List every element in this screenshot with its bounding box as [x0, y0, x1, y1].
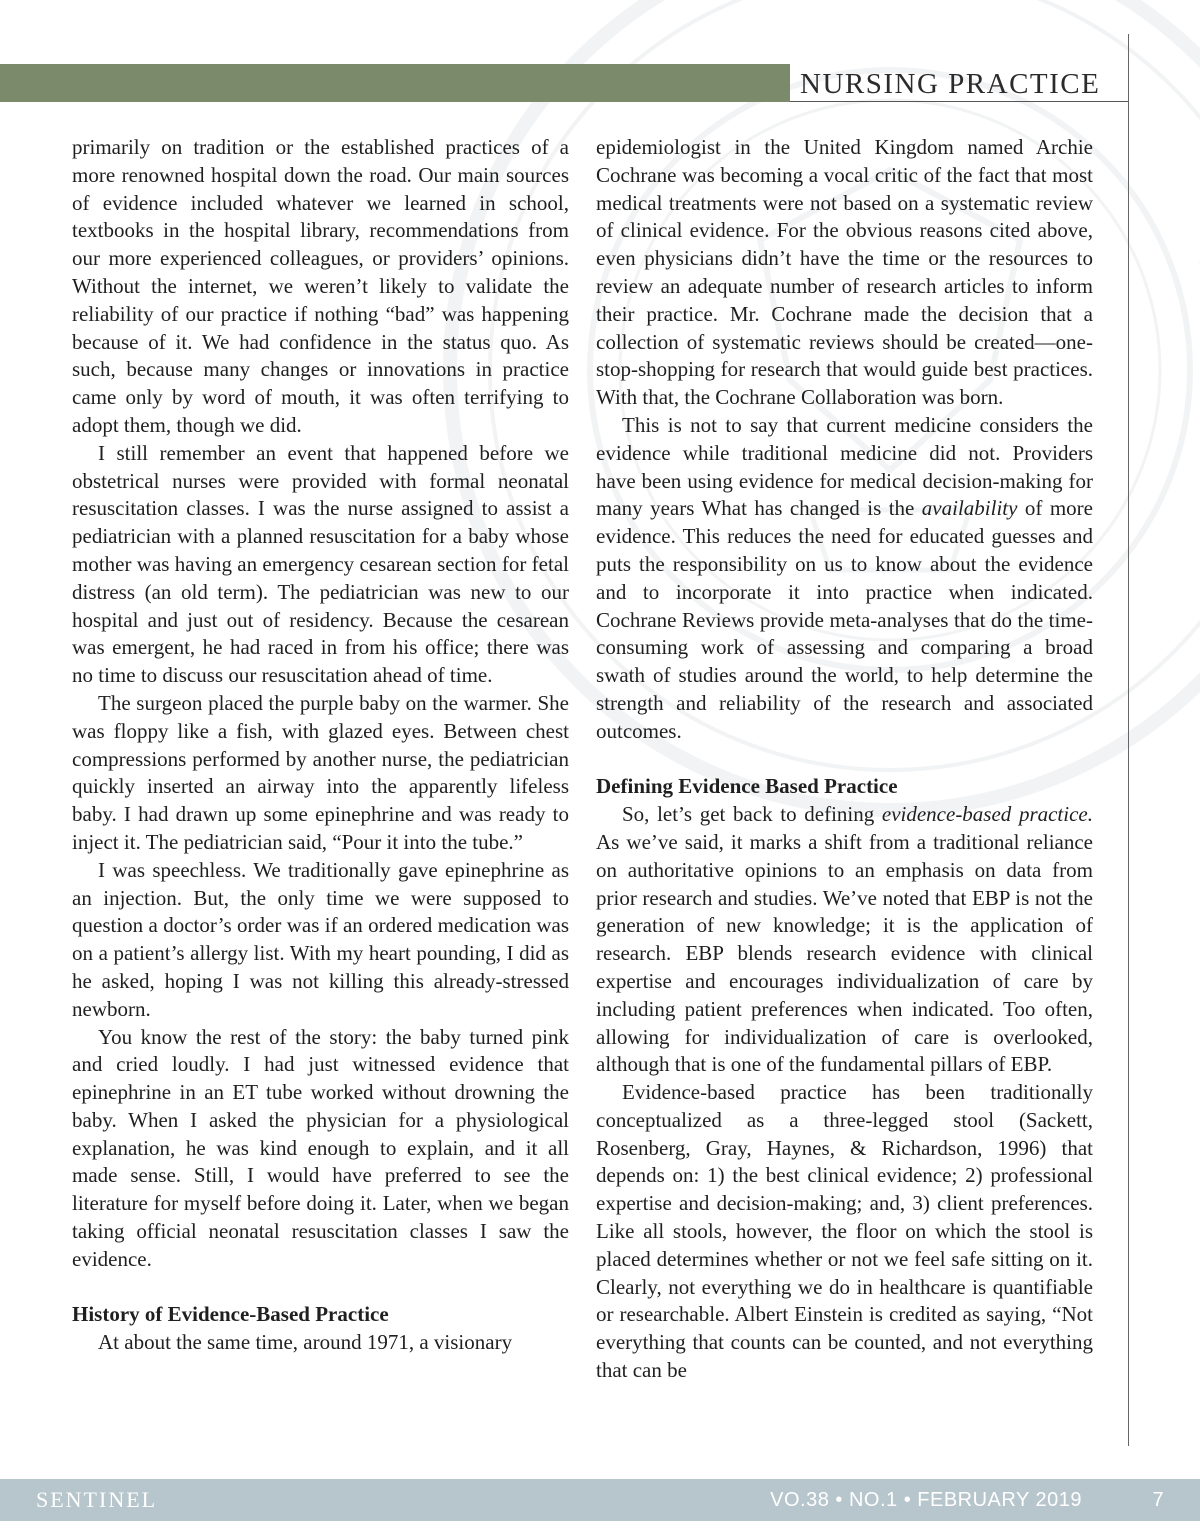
paragraph-text: As we’ve said, it marks a shift from a traditional reliance on authoritative opinions to an emphasis on data from prior research and studies. We’ve noted that EBP is not the generation of new knowledge; it is the application of research. EBP blends research evidence with clinical expertise and encourages individualization of care by including patient preferences when indicated. Too often, allowing for individualization of care is overlooked, although that is one of the fundamental pillars of EBP.	[596, 829, 1093, 1077]
paragraph: The surgeon placed the purple baby on the warmer. She was floppy like a fish, with glazed eyes. Between chest compressions performed by another nurse, the pediatrician quickly inserted an airway into the apparently lifeless baby. I had drawn up some epinephrine and was ready to inject it. The pediatrician said, “Pour it into the tube.”	[72, 690, 569, 854]
paragraph: I was speechless. We traditionally gave epinephrine as an injection. But, the only time we were supposed to question a doctor’s order was if an ordered medication was on a patient’s allergy list. With my heart pounding, I did as he asked, hoping I was not killing this already-stressed newborn.	[72, 857, 569, 1021]
paragraph	[596, 801, 1093, 1079]
paragraph-text: This is not to say that current medicine considers the evidence while traditional medicine did not. Providers have been using evidence for medical decision-making for many years What has changed is the	[596, 412, 1093, 521]
left-column	[72, 134, 569, 1357]
section-heading-history: History of Evidence-Based Practice	[72, 1302, 389, 1327]
publication-name: SENTINEL	[36, 1487, 158, 1512]
emphasis-text: evidence-based practice.	[881, 802, 1093, 827]
paragraph-text: of more evidence. This reduces the need for educated guesses and puts the responsibility on us to know about the evidence and to incorporate it into practice when indicated. Cochrane Reviews provide meta-analyses that do the time-consuming work of assessing and comparing a broad swath of studies around the world, to help determine the strength and reliability of the research and associated outcomes.	[596, 496, 1093, 743]
header-band	[0, 64, 790, 102]
paragraph: epidemiologist in the United Kingdom named Archie Cochrane was becoming a vocal critic of the fact that most medical treatments were not based on a systematic review of clinical evidence. For the obvious reasons cited above, even physicians didn’t have the time or the resources to review an adequate number of research articles to inform their practice. Mr. Cochrane made the decision that a collection of systematic reviews should be created—one-stop-shopping for research that would guide best practices. With that, the Cochrane Collaboration was born.	[596, 135, 1093, 410]
issue-info: VO.38 • NO.1 • FEBRUARY 2019	[770, 1489, 1082, 1511]
section-title: NURSING PRACTICE	[800, 68, 1101, 100]
paragraph: You know the rest of the story: the baby turned pink and cried loudly. I had just witnessed evidence that epinephrine in an ET tube worked without drowning the baby. When I asked the physician for a physiological explanation, he was kind enough to explain, and it all made sense. Still, I would have preferred to see the literature for myself before doing it. Later, when we began taking official neonatal resuscitation classes I saw the evidence.	[72, 1024, 569, 1271]
header-rule	[790, 101, 1128, 102]
paragraph: At about the same time, around 1971, a visionary	[98, 1330, 513, 1355]
emphasis-text: availability	[921, 496, 1018, 521]
paragraph: primarily on tradition or the established practices of a more renowned hospital down the road. Our main sources of evidence included whatever we learned in school, textbooks in the hospital library, recommendations from our more experienced colleagues, or providers’ opinions. Without the internet, we weren’t likely to validate the reliability of our practice if nothing “bad” was happening because of it. We had confidence in the status quo. As such, because many changes or innovations in practice came only by word of mouth, it was often terrifying to adopt them, though we did.	[72, 135, 569, 437]
paragraph-text: So, let’s get back to defining	[622, 802, 882, 827]
page-number: 7	[1152, 1489, 1164, 1511]
paragraph: Evidence-based practice has been traditionally conceptualized as a three-legged stool (Sackett, Rosenberg, Gray, Haynes, & Richardson, 1996) that depends on: 1) the best clinical evidence; 2) professional expertise and decision-making; and, 3) client preferences. Like all stools, however, the floor on which the stool is placed determines whether or not we feel safe sitting on it. Clearly, not everything we do in healthcare is quantifiable or researchable. Albert Einstein is credited as saying, “Not everything that counts can be counted, and not everything that can be	[596, 1080, 1093, 1383]
paragraph	[596, 412, 1093, 746]
paragraph: I still remember an event that happened before we obstetrical nurses were provided with formal neonatal resuscitation classes. I was the nurse assigned to assist a pediatrician with a planned resuscitation for a baby whose mother was having an emergency cesarean section for fetal distress (an old term). The pediatrician was new to our hospital and just out of residency. Because the cesarean was emergent, he had raced in from his office; there was no time to discuss our resuscitation ahead of time.	[72, 440, 569, 688]
right-column	[596, 134, 1093, 1385]
section-heading-defining: Defining Evidence Based Practice	[596, 774, 898, 799]
side-rule	[1128, 34, 1129, 1446]
